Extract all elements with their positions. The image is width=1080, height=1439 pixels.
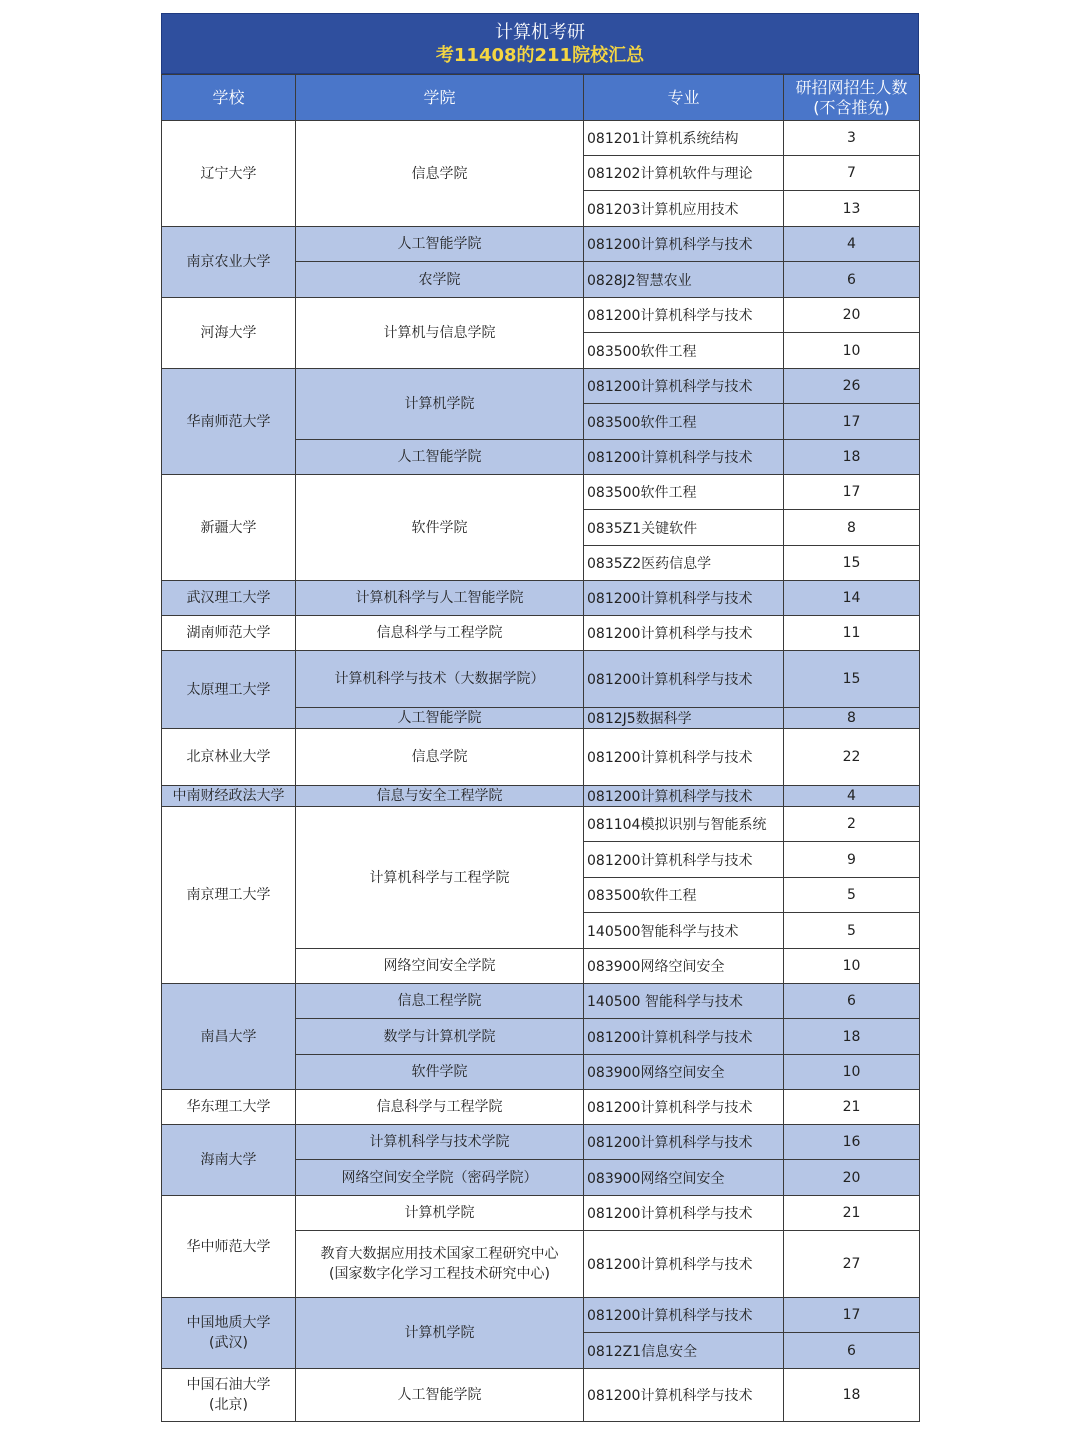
college-cell: 计算机与信息学院	[296, 298, 584, 369]
major-cell: 083500软件工程	[584, 404, 784, 440]
quota-cell: 8	[784, 510, 920, 546]
school-cell: 太原理工大学	[162, 651, 296, 729]
quota-cell: 14	[784, 581, 920, 616]
table-row	[162, 369, 920, 404]
quota-cell: 15	[784, 651, 920, 708]
school-cell: 武汉理工大学	[162, 581, 296, 616]
quota-cell: 17	[784, 475, 920, 510]
header-major: 专业	[584, 75, 784, 121]
quota-cell: 17	[784, 1298, 920, 1333]
college-cell: 信息学院	[296, 729, 584, 786]
table-row	[162, 651, 920, 708]
college-cell: 信息学院	[296, 121, 584, 227]
major-cell: 081200计算机科学与技术	[584, 440, 784, 475]
quota-cell: 17	[784, 404, 920, 440]
quota-cell: 10	[784, 1055, 920, 1090]
major-cell: 081200计算机科学与技术	[584, 1369, 784, 1422]
college-cell: 数学与计算机学院	[296, 1019, 584, 1055]
college-cell: 计算机学院	[296, 1298, 584, 1369]
major-cell: 083900网络空间安全	[584, 949, 784, 984]
quota-cell: 16	[784, 1125, 920, 1160]
table-row	[162, 298, 920, 333]
table-row	[162, 1090, 920, 1125]
college-cell: 信息科学与工程学院	[296, 616, 584, 651]
table-row	[162, 227, 920, 262]
quota-cell: 6	[784, 1333, 920, 1369]
major-cell: 0812J5数据科学	[584, 708, 784, 729]
major-cell: 081200计算机科学与技术	[584, 1125, 784, 1160]
quota-cell: 22	[784, 729, 920, 786]
quota-cell: 20	[784, 298, 920, 333]
quota-cell: 4	[784, 786, 920, 807]
major-cell: 081200计算机科学与技术	[584, 1019, 784, 1055]
summary-sheet	[161, 13, 919, 1422]
title-sub: 考11408的211院校汇总	[435, 45, 645, 66]
school-cell: 辽宁大学	[162, 121, 296, 227]
table-row	[162, 1369, 920, 1422]
major-cell: 0835Z2医药信息学	[584, 546, 784, 581]
college-cell: 计算机学院	[296, 369, 584, 440]
quota-cell: 7	[784, 156, 920, 191]
major-cell: 140500智能科学与技术	[584, 913, 784, 949]
school-cell: 南昌大学	[162, 984, 296, 1090]
school-cell: 南京理工大学	[162, 807, 296, 984]
quota-cell: 4	[784, 227, 920, 262]
quota-cell: 18	[784, 1019, 920, 1055]
quota-cell: 2	[784, 807, 920, 842]
major-cell: 081200计算机科学与技术	[584, 842, 784, 878]
major-cell: 081203计算机应用技术	[584, 191, 784, 227]
college-cell: 信息与安全工程学院	[296, 786, 584, 807]
header-quota	[784, 75, 920, 121]
title-bar	[161, 13, 919, 74]
college-cell: 网络空间安全学院（密码学院）	[296, 1160, 584, 1196]
table-row	[162, 581, 920, 616]
major-cell: 0812Z1信息安全	[584, 1333, 784, 1369]
major-cell: 081200计算机科学与技术	[584, 1231, 784, 1298]
major-cell: 140500 智能科学与技术	[584, 984, 784, 1019]
major-cell: 081200计算机科学与技术	[584, 1298, 784, 1333]
table-row	[162, 807, 920, 842]
major-cell: 081200计算机科学与技术	[584, 1196, 784, 1231]
school-cell: 华中师范大学	[162, 1196, 296, 1298]
major-cell: 083500软件工程	[584, 878, 784, 913]
quota-cell: 26	[784, 369, 920, 404]
quota-cell: 11	[784, 616, 920, 651]
major-cell: 081200计算机科学与技术	[584, 1090, 784, 1125]
quota-cell: 9	[784, 842, 920, 878]
school-cell: 河海大学	[162, 298, 296, 369]
quota-cell: 27	[784, 1231, 920, 1298]
quota-cell: 6	[784, 262, 920, 298]
table-row	[162, 475, 920, 510]
college-cell: 计算机科学与技术（大数据学院）	[296, 651, 584, 708]
quota-cell: 3	[784, 121, 920, 156]
college-cell: 计算机科学与工程学院	[296, 807, 584, 949]
college-cell: 人工智能学院	[296, 227, 584, 262]
college-cell: 信息工程学院	[296, 984, 584, 1019]
major-cell: 083500软件工程	[584, 333, 784, 369]
quota-cell: 6	[784, 984, 920, 1019]
header-quota-line1: 研招网招生人数	[795, 77, 908, 97]
college-cell: 人工智能学院	[296, 1369, 584, 1422]
table-row	[162, 984, 920, 1019]
major-cell: 081200计算机科学与技术	[584, 786, 784, 807]
major-cell: 081104模拟识别与智能系统	[584, 807, 784, 842]
quota-cell: 10	[784, 333, 920, 369]
school-cell: 华南师范大学	[162, 369, 296, 475]
table-row	[162, 616, 920, 651]
quota-cell: 13	[784, 191, 920, 227]
schools-table	[161, 74, 920, 1422]
college-cell: 软件学院	[296, 475, 584, 581]
major-cell: 083500软件工程	[584, 475, 784, 510]
quota-cell: 8	[784, 708, 920, 729]
major-cell: 081200计算机科学与技术	[584, 729, 784, 786]
major-cell: 081200计算机科学与技术	[584, 227, 784, 262]
school-cell: 中南财经政法大学	[162, 786, 296, 807]
college-cell: 软件学院	[296, 1055, 584, 1090]
major-cell: 0835Z1关键软件	[584, 510, 784, 546]
header-school: 学校	[162, 75, 296, 121]
college-cell: 人工智能学院	[296, 440, 584, 475]
college-cell: 信息科学与工程学院	[296, 1090, 584, 1125]
school-cell: 湖南师范大学	[162, 616, 296, 651]
major-cell: 0828J2智慧农业	[584, 262, 784, 298]
college-cell: 计算机科学与人工智能学院	[296, 581, 584, 616]
college-cell: 计算机学院	[296, 1196, 584, 1231]
major-cell: 081201计算机系统结构	[584, 121, 784, 156]
major-cell: 083900网络空间安全	[584, 1160, 784, 1196]
quota-cell: 5	[784, 878, 920, 913]
table-row	[162, 1125, 920, 1160]
major-cell: 081200计算机科学与技术	[584, 616, 784, 651]
table-row	[162, 1298, 920, 1333]
school-cell: 新疆大学	[162, 475, 296, 581]
quota-cell: 21	[784, 1090, 920, 1125]
quota-cell: 18	[784, 1369, 920, 1422]
quota-cell: 5	[784, 913, 920, 949]
school-cell: 南京农业大学	[162, 227, 296, 298]
school-cell: 中国石油大学 (北京)	[162, 1369, 296, 1422]
header-college: 学院	[296, 75, 584, 121]
title-main: 计算机考研	[495, 22, 585, 43]
table-row	[162, 729, 920, 786]
header-quota-line2: (不含推免)	[813, 97, 890, 117]
college-cell: 计算机科学与技术学院	[296, 1125, 584, 1160]
table-body	[162, 121, 920, 1422]
major-cell: 083900网络空间安全	[584, 1055, 784, 1090]
school-cell: 中国地质大学 (武汉)	[162, 1298, 296, 1369]
quota-cell: 18	[784, 440, 920, 475]
major-cell: 081200计算机科学与技术	[584, 651, 784, 708]
major-cell: 081200计算机科学与技术	[584, 298, 784, 333]
major-cell: 081200计算机科学与技术	[584, 369, 784, 404]
major-cell: 081202计算机软件与理论	[584, 156, 784, 191]
college-cell: 教育大数据应用技术国家工程研究中心 (国家数字化学习工程技术研究中心)	[296, 1231, 584, 1298]
table-row	[162, 121, 920, 156]
college-cell: 农学院	[296, 262, 584, 298]
major-cell: 081200计算机科学与技术	[584, 581, 784, 616]
school-cell: 海南大学	[162, 1125, 296, 1196]
school-cell: 华东理工大学	[162, 1090, 296, 1125]
quota-cell: 20	[784, 1160, 920, 1196]
quota-cell: 15	[784, 546, 920, 581]
table-row	[162, 786, 920, 807]
quota-cell: 21	[784, 1196, 920, 1231]
table-row	[162, 1196, 920, 1231]
quota-cell: 10	[784, 949, 920, 984]
college-cell: 人工智能学院	[296, 708, 584, 729]
school-cell: 北京林业大学	[162, 729, 296, 786]
college-cell: 网络空间安全学院	[296, 949, 584, 984]
